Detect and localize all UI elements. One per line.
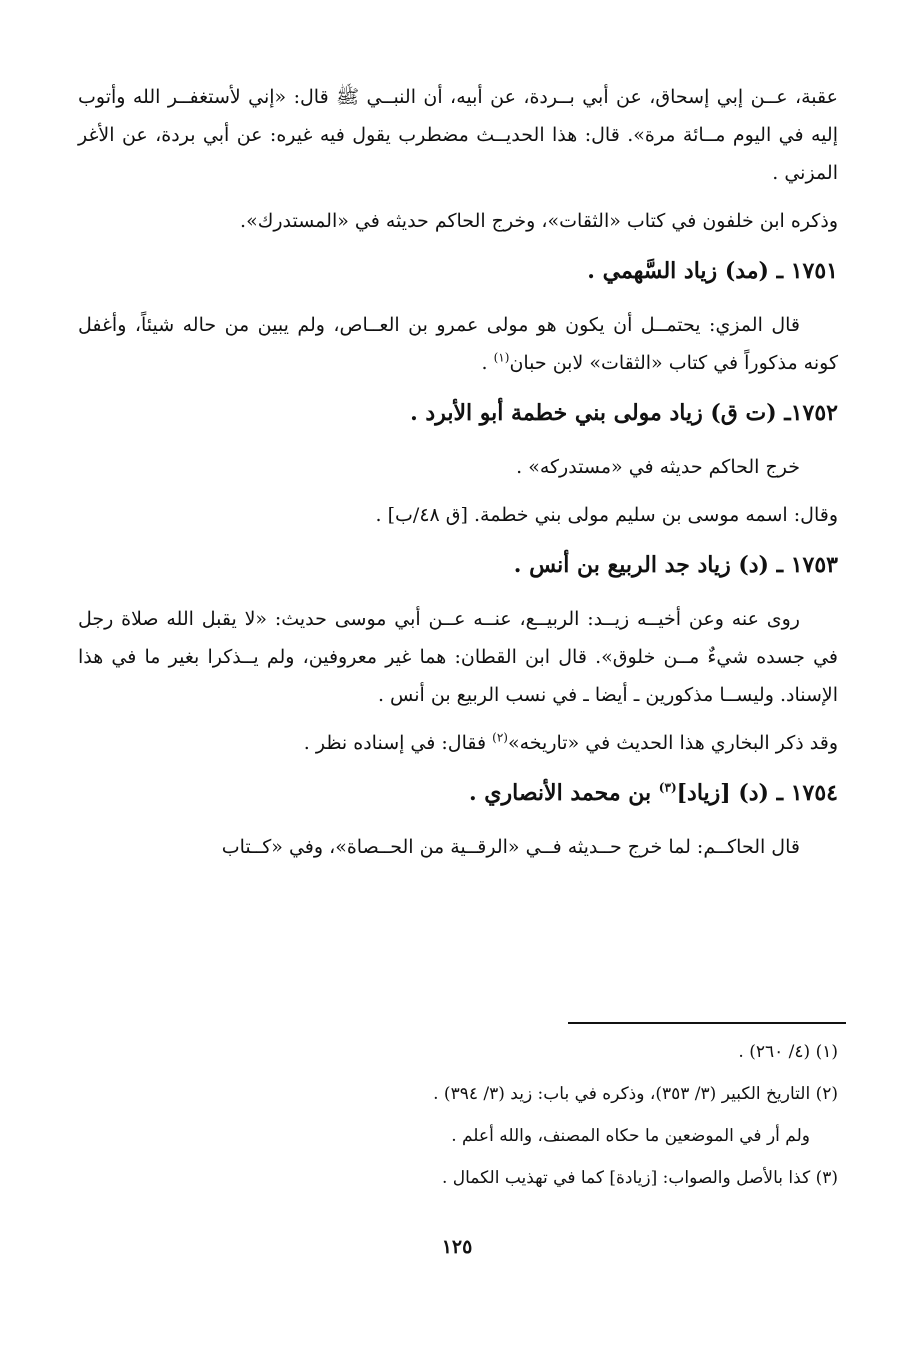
entry-heading-1754-start: ١٧٥٤ ـ (د) [زياد] — [676, 780, 838, 806]
entry-heading-1751: ١٧٥١ ـ (مد) زياد السَّهمي . — [587, 258, 838, 284]
paragraph-musa-bin-sulaim: وقال: اسمه موسى بن سليم مولى بني خطمة. [ق ٤٨/ب] . — [375, 504, 838, 526]
footnote-ref-1: (١) — [493, 350, 510, 365]
paragraph-bukhari-end: فقال: في إسناده نظر . — [303, 732, 493, 754]
footnote-separator — [568, 1022, 846, 1024]
page-number: ١٢٥ — [441, 1236, 473, 1258]
paragraph-rabi: روى عنه وعن أخيــه زيــد: الربيــع، عنــه عــن أبي موسى حديث: «لا يقبل الله صلاة رجل في جسده شيءٌ مــن خلوق». قال ابن القطان: هما غير معروفين، ولم يــذكرا بغير ما في هذا الإسناد. وليســا مذكورين ـ أيضا ـ في نسب الربيع بن أنس . — [78, 608, 838, 706]
paragraph-hakim-mustadrak: خرج الحاكم حديثه في «مستدركه» . — [516, 456, 800, 478]
paragraph-bukhari — [78, 724, 838, 762]
footnote-2: (٢) التاريخ الكبير (٣/ ٣٥٣)، وذكره في باب: زيد (٣/ ٣٩٤) . — [433, 1084, 838, 1104]
paragraph-khalfun: وذكره ابن خلفون في كتاب «الثقات»، وخرج الحاكم حديثه في «المستدرك». — [240, 210, 838, 232]
footnote-3: (٣) كذا بالأصل والصواب: [زيادة] كما في تهذيب الكمال . — [441, 1168, 838, 1188]
paragraph-mizzi-text: قال المزي: يحتمــل أن يكون هو مولى عمرو بن العــاص، ولم يبين من حاله شيئاً، وأغفل كونه مذكوراً في كتاب «الثقات» لابن حبان — [78, 314, 838, 374]
paragraph-continuation: عقبة، عــن إبي إسحاق، عن أبي بــردة، عن أبيه، أن النبــي ﷺ قال: «إني لأستغفــر الله وأتوب إليه في اليوم مــائة مرة». قال: هذا الحديــث مضطرب يقول فيه غيره: عن أبي بردة، عن الأغر المزني . — [78, 86, 838, 184]
paragraph-mizzi-end: . — [481, 352, 494, 374]
footnote-ref-3: (٣) — [658, 780, 677, 795]
footnote-2-continuation: ولم أر في الموضعين ما حكاه المصنف، والله أعلم . — [451, 1126, 810, 1146]
footnote-ref-2: (٢) — [492, 730, 508, 745]
footnotes — [78, 1036, 838, 1204]
footnote-1: (١) (٤/ ٢٦٠) . — [738, 1042, 838, 1062]
paragraph-mizzi — [78, 306, 838, 382]
entry-heading-1752: ١٧٥٢ـ (ت ق) زياد مولى بني خطمة أبو الأبرد . — [410, 400, 838, 426]
entry-heading-1754 — [78, 772, 838, 814]
entry-heading-1753: ١٧٥٣ ـ (د) زياد جد الربيع بن أنس . — [513, 552, 838, 578]
paragraph-hakim-ruqya: قال الحاكــم: لما خرج حــديثه فــي «الرقــية من الحــصاة»، وفي «كــتاب — [221, 836, 800, 858]
paragraph-bukhari-text: وقد ذكر البخاري هذا الحديث في «تاريخه» — [507, 732, 838, 754]
entry-heading-1754-end: بن محمد الأنصاري . — [468, 780, 659, 806]
